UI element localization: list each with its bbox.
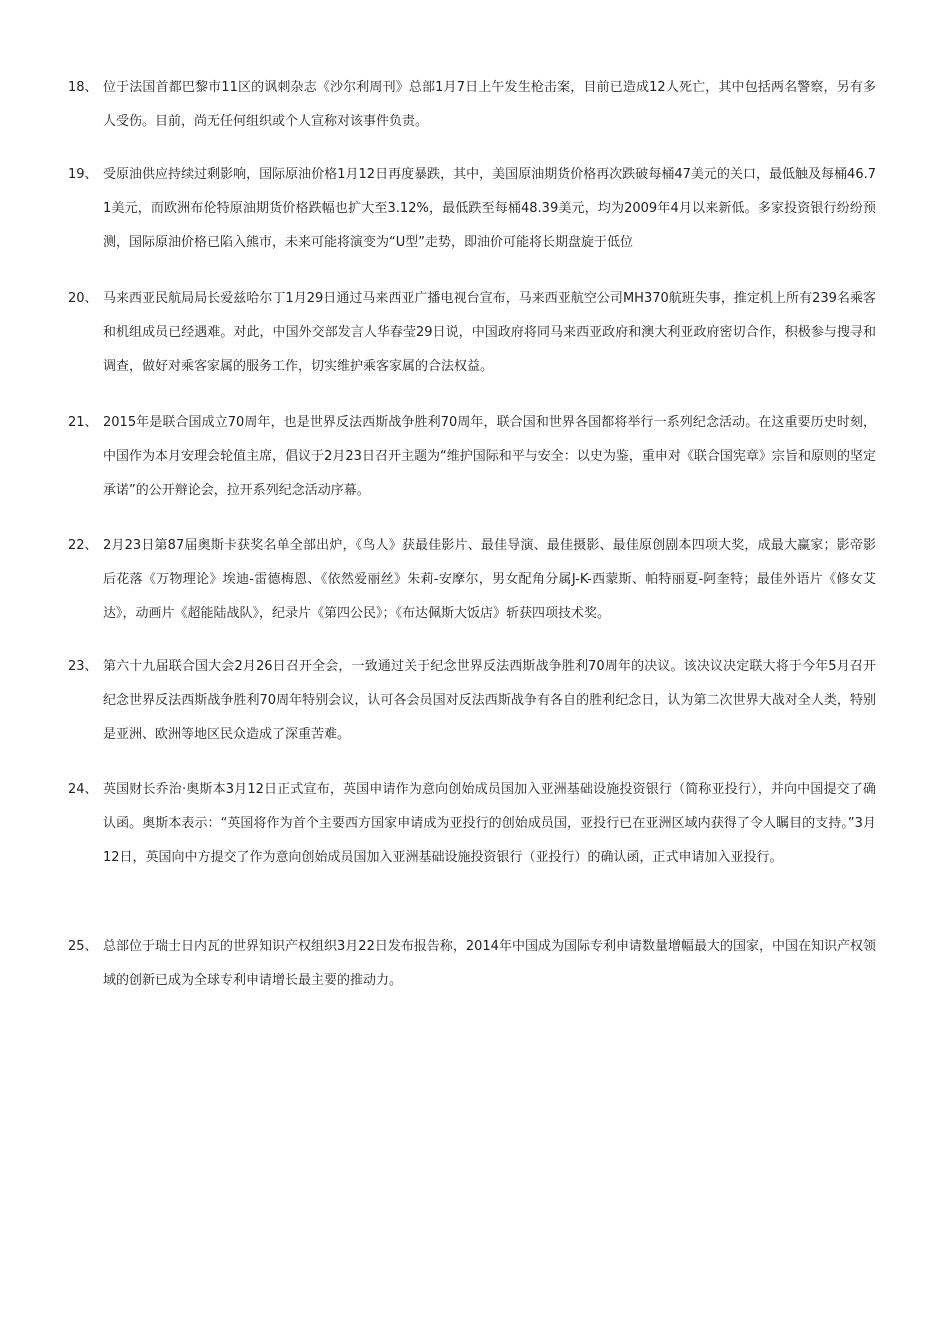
item-text: 英国财长乔治·奥斯本3月12日正式宣布，英国申请作为意向创始成员国加入亚洲基础设施投资银行（简称亚投行），并向中国提交了确认函。奥斯本表示：“英国将作为首个主要西方国家申请成为亚投行的创始成员国，亚投行已在亚洲区域内获得了令人瞩目的支持。”3月12日，英国向中方提交了作为意向创始成员国加入亚洲基础设施投资银行（亚投行）的确认函，正式申请加入亚投行。 (103, 782, 876, 865)
item-number: 21、 (68, 415, 98, 430)
item-text: 2月23日第87届奥斯卡获奖名单全部出炉，《鸟人》获最佳影片、最佳导演、最佳摄影、最佳原创剧本四项大奖，成最大赢家；影帝影后花落《万物理论》埃迪-雷德梅恩、《依然爱丽丝》朱莉-安摩尔，男女配角分属J-K-西蒙斯、帕特丽夏-阿奎特；最佳外语片《修女艾达》，动画片《超能陆战队》，纪录片《第四公民》；《布达佩斯大饭店》斩获四项技术奖。 (103, 538, 876, 621)
item-text: 第六十九届联合国大会2月26日召开全会，一致通过关于纪念世界反法西斯战争胜利70周年的决议。该决议决定联大将于今年5月召开纪念世界反法西斯战争胜利70周年特别会议，认可各会员国对反法西斯战争有各自的胜利纪念日，认为第二次世界大战对全人类，特别是亚洲、欧洲等地区民众造成了深重苦难。 (103, 659, 876, 742)
item-number: 20、 (68, 291, 98, 306)
item-number: 24、 (68, 782, 98, 797)
item-number: 18、 (68, 80, 98, 95)
item-text: 马来西亚民航局局长爱兹哈尔丁1月29日通过马来西亚广播电视台宣布，马来西亚航空公司MH370航班失事，推定机上所有239名乘客和机组成员已经遇难。对此，中国外交部发言人华春莹29日说，中国政府将同马来西亚政府和澳大利亚政府密切合作，积极参与搜寻和调查，做好对乘客家属的服务工作，切实维护乘客家属的合法权益。 (103, 291, 876, 374)
item-text: 2015年是联合国成立70周年，也是世界反法西斯战争胜利70周年，联合国和世界各国都将举行一系列纪念活动。在这重要历史时刻，中国作为本月安理会轮值主席，倡议于2月23日召开主题为“维护国际和平与安全：以史为鉴，重申对《联合国宪章》宗旨和原则的坚定承诺”的公开辩论会，拉开系列纪念活动序幕。 (103, 415, 876, 498)
news-item-19 (68, 158, 876, 260)
item-number: 23、 (68, 659, 98, 674)
item-text: 受原油供应持续过剩影响，国际原油价格1月12日再度暴跌，其中，美国原油期货价格再次跌破每桶47美元的关口，最低触及每桶46.71美元，而欧洲布伦特原油期货价格跌幅也扩大至3.12%，最低跌至每桶48.39美元，均为2009年4月以来新低。多家投资银行纷纷预测，国际原油价格已陷入熊市，未来可能将演变为“U型”走势，即油价可能将长期盘旋于低位 (103, 167, 876, 250)
item-number: 19、 (68, 167, 98, 182)
item-number: 25、 (68, 939, 98, 954)
news-item-23 (68, 650, 876, 752)
news-item-24 (68, 773, 876, 875)
news-item-21 (68, 406, 876, 508)
item-text: 总部位于瑞士日内瓦的世界知识产权组织3月22日发布报告称，2014年中国成为国际专利申请数量增幅最大的国家，中国在知识产权领域的创新已成为全球专利申请增长最主要的推动力。 (103, 939, 876, 988)
item-text: 位于法国首都巴黎市11区的讽刺杂志《沙尔利周刊》总部1月7日上午发生枪击案，目前已造成12人死亡，其中包括两名警察，另有多人受伤。目前，尚无任何组织或个人宣称对该事件负责。 (103, 80, 876, 129)
news-item-22 (68, 529, 876, 631)
news-item-18 (68, 71, 876, 139)
news-item-20 (68, 282, 876, 384)
news-item-25 (68, 930, 876, 998)
item-number: 22、 (68, 538, 98, 553)
